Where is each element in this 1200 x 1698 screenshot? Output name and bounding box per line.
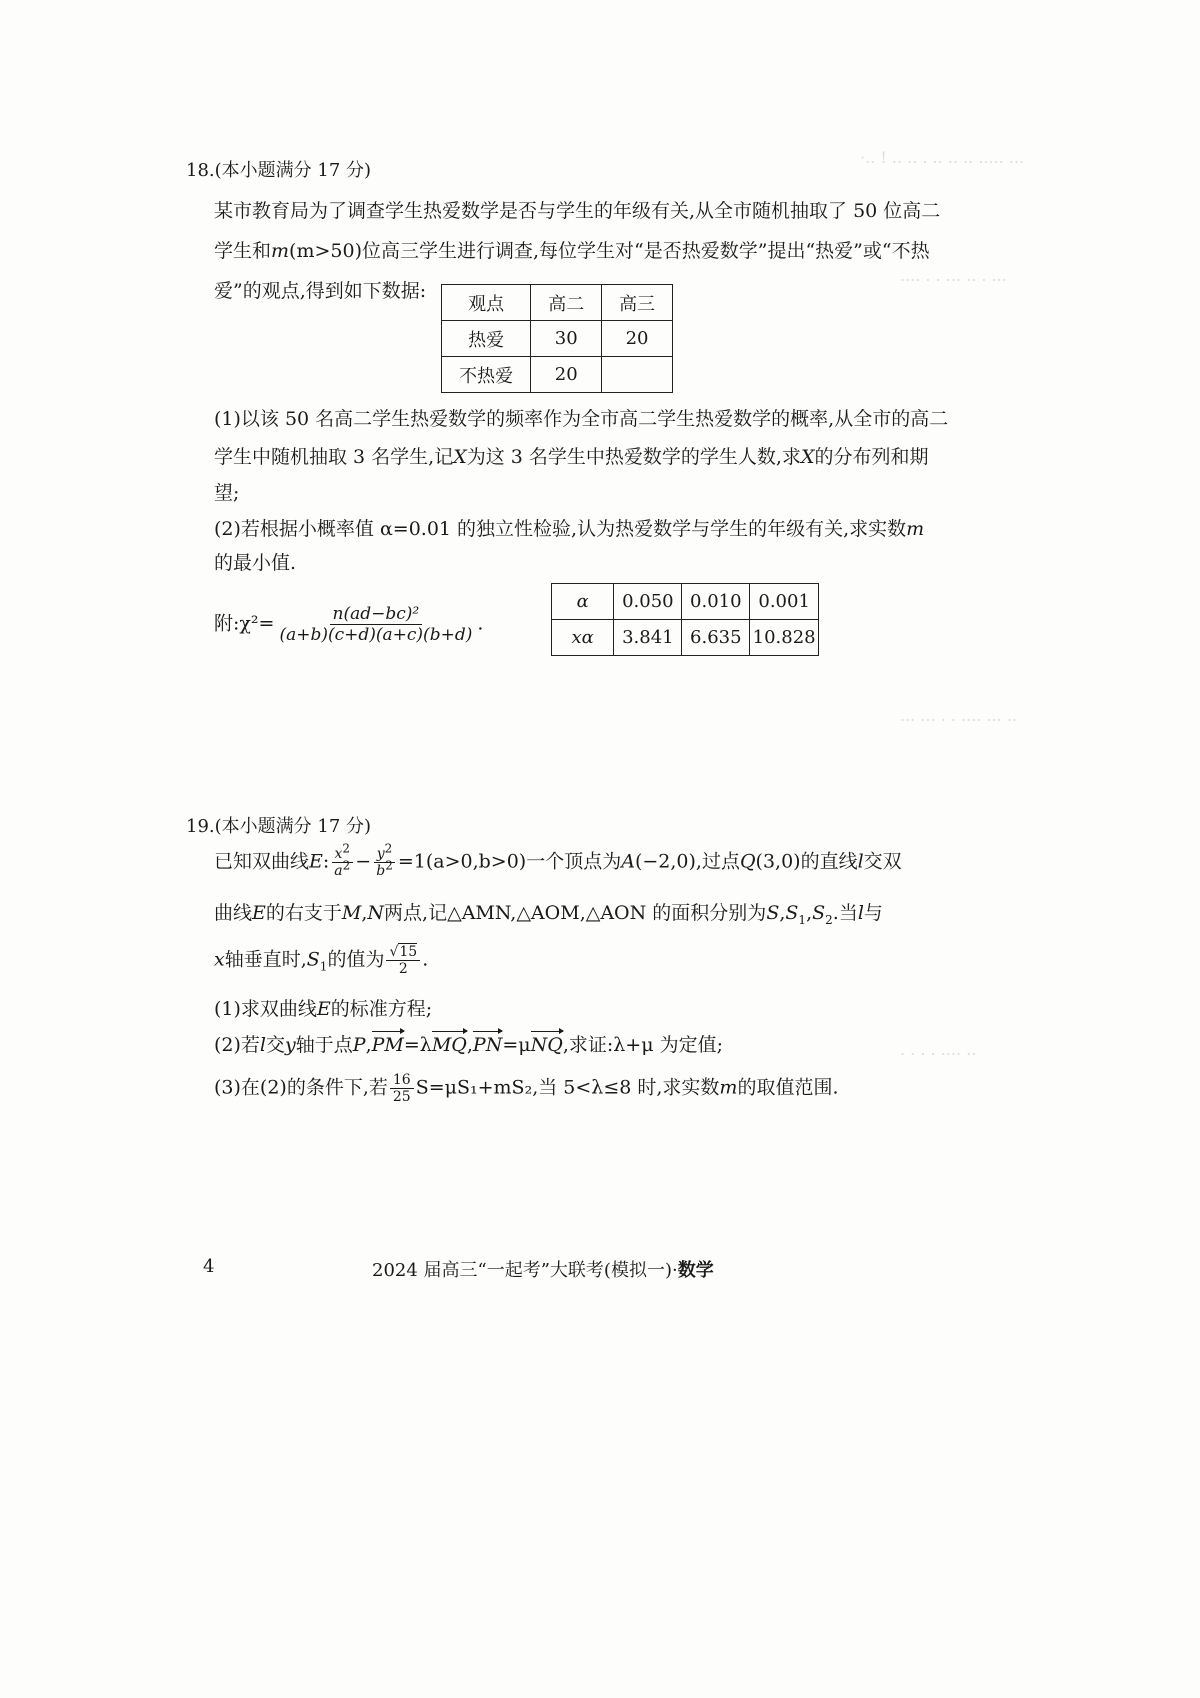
table-header: 高二 <box>531 285 602 321</box>
table-cell: 30 <box>531 321 602 357</box>
footer-title: 2024 届高三“一起考”大联考(模拟一)·数学 <box>372 1260 714 1281</box>
q19-part2: (2)若l交y轴于点P,PM=λMQ,PN=μNQ,求证:λ+μ 为定值; <box>214 1030 723 1060</box>
q18-intro-line3: 爱”的观点,得到如下数据: <box>214 280 427 302</box>
q18-part1-line2: 学生中随机抽取 3 名学生,记X为这 3 名学生中热爱数学的学生人数,求X的分布列和期 <box>214 446 929 468</box>
q19-line3: x轴垂直时$,S_1$的值为 $\frac{√15}{2}$ . <box>214 944 429 977</box>
table-header: 观点 <box>442 285 531 321</box>
q19-part1: (1)求双曲线E的标准方程; <box>214 998 433 1020</box>
q18-part1-line3: 望; <box>214 482 240 504</box>
formula-numerator: n(ad−bc)² <box>330 604 423 625</box>
q19-line2: 曲线E的右支于M,N两点,记△AMN,△AOM,△AON 的面积分别为$S,S_1,S_2$.当l与 <box>214 902 883 927</box>
table-cell: 10.828 <box>750 620 819 656</box>
footer-subject: 数学 <box>677 1260 714 1281</box>
formula-denominator: (a+b)(c+d)(a+c)(b+d) <box>279 625 473 645</box>
table-cell: 不热爱 <box>442 357 531 393</box>
q19-part3: (3)在(2)的条件下,若 $\frac{16}{25}$ S=μS₁+mS₂,当 5<λ≤8 时,求实数m的取值范围. <box>214 1072 839 1105</box>
table-cell: xα <box>552 620 614 656</box>
exam-page: ·.. ! .. .. . .. .. .. ..... ... .... . . ... .. . ... ... ... . . .... ... .. . . . . .... .. 18.(本小题满分 17 分) 某市教育局为了调查学生热爱数学是否与学生的年级有关,从全市随机抽取了 50 位高二 学生和m(m>50)位高三学生进行调查,每位学生对“是否热爱数学”提出“热爱”或“不热 爱”的观点,得到如下数据: 观点 高二 高三 热爱 30 20 不热爱 20 (1)以该 50 名高二学生热爱数学的频率作为全市高二学生热爱数学的概率,从全市的高二 学生中随机抽取 3 名学生,记X为这 3 名学生中热爱数学的学生人数,求X的分布列和期 望; (2)若根据小概率值 α=0.01 的独立性检验,认为热爱数学与学生的年级有关,求实数m 的最小值. 附:χ²= $\frac{\text{n(ad−bc)²}}{(a+b)(c+d)(a+c)(b+d)}$ . α 0.050 0.010 0.001 xα 3.841 6.635 10.828 19.(本小题满分 17 分) 已知双曲线E: $\frac{x^2}{a^2}$ − $\frac{y^2}{b^2}$ =1(a>0,b>0)一个顶点为A(−2,0),过点Q(3,0)的直线l交双 曲线E的右支于M,N两点,记△AMN,△AOM,△AON 的面积分别为$S,S_1,S_2$.当l与 x轴垂直时$,S_1$的值为 $\frac{√15}{2}$ . (1)求双曲线E的标准方程; (2)若l交y轴于点P,PM=λMQ,PN=μNQ,求证:λ+μ 为定值; (3)在(2)的条件下,若 $\frac{16}{25}$ S=μS₁+mS₂,当 5<λ≤8 时,求实数m的取值范围. 4 2024 届高三“一起考”大联考(模拟一)·数学 <box>186 148 1025 1281</box>
table-cell: 3.841 <box>614 620 682 656</box>
survey-table <box>441 284 673 393</box>
q18-intro-line1 <box>214 196 940 226</box>
table-header: 高三 <box>602 285 673 321</box>
table-cell: 20 <box>531 357 602 393</box>
q18-part2-line1: (2)若根据小概率值 α=0.01 的独立性检验,认为热爱数学与学生的年级有关,求实数m <box>214 518 925 540</box>
q18-header: 18.(本小题满分 17 分) <box>186 160 372 181</box>
table-cell <box>602 357 673 393</box>
table-cell: α <box>552 584 614 620</box>
table-cell: 0.001 <box>750 584 819 620</box>
q18-intro-text: 某市教育局为了调查学生热爱数学是否与学生的年级有关,从全市随机抽取了 50 位高二 <box>214 200 941 222</box>
q18-part2-line2: 的最小值. <box>214 552 297 574</box>
table-cell: 0.050 <box>614 584 682 620</box>
q19-header: 19.(本小题满分 17 分) <box>186 816 372 837</box>
q18-intro-line2: 学生和m(m>50)位高三学生进行调查,每位学生对“是否热爱数学”提出“热爱”或“不热 <box>214 240 930 262</box>
critical-value-table <box>551 583 819 656</box>
q19-line1: 已知双曲线E: $\frac{x^2}{a^2}$ − $\frac{y^2}{b^2}$ =1(a>0,b>0)一个顶点为A(−2,0),过点Q(3,0)的直线l交双 <box>214 841 902 879</box>
chi-square-formula: 附:χ²= $\frac{\text{n(ad−bc)²}}{(a+b)(c+d)(a+c)(b+d)}$ . <box>214 604 484 645</box>
table-cell: 热爱 <box>442 321 531 357</box>
table-cell: 20 <box>602 321 673 357</box>
page-number: 4 <box>203 1256 215 1277</box>
q18-part1-line1: (1)以该 50 名高二学生热爱数学的频率作为全市高二学生热爱数学的概率,从全市的高二 <box>214 408 949 430</box>
table-cell: 6.635 <box>682 620 750 656</box>
table-cell: 0.010 <box>682 584 750 620</box>
